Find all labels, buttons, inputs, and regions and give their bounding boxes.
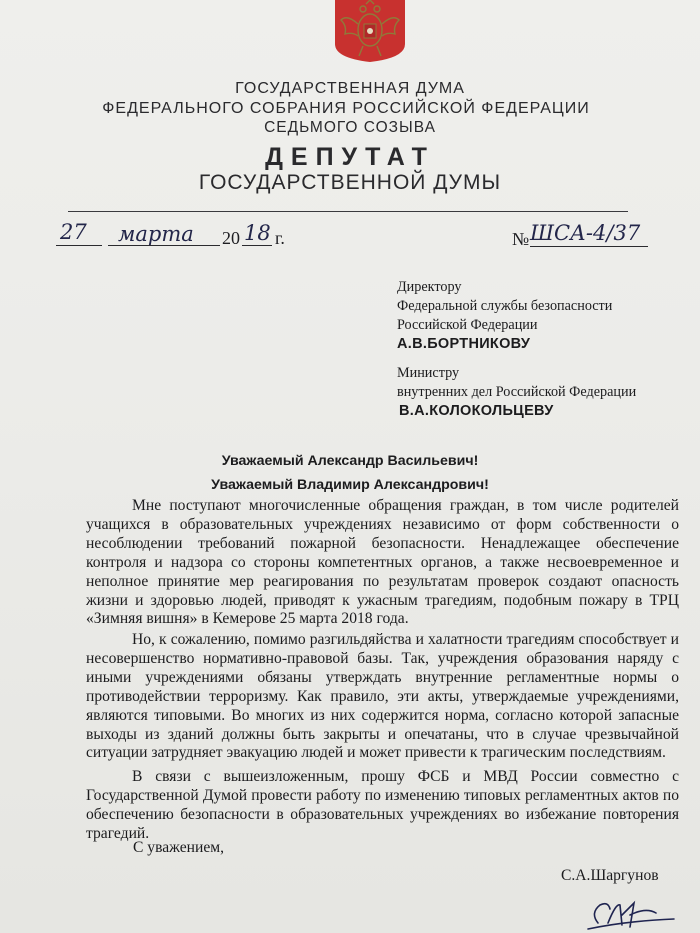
header-line-2: ФЕДЕРАЛЬНОГО СОБРАНИЯ РОССИЙСКОЙ ФЕДЕРАЦИИ <box>102 100 590 117</box>
recipient-fsb <box>397 278 612 354</box>
header-line-3: СЕДЬМОГО СОЗЫВА <box>264 119 436 136</box>
date-year-line <box>242 245 272 246</box>
date-month: марта <box>118 222 194 246</box>
recipient-line: Директору <box>397 279 462 295</box>
date-day: 27 <box>60 220 87 244</box>
recipient-line: внутренних дел Российской Федерации <box>397 384 637 400</box>
recipient-mvd <box>397 364 636 421</box>
header-subtitle: ГОСУДАРСТВЕННОЙ ДУМЫ <box>198 171 502 194</box>
date-year: 18 <box>244 221 271 245</box>
recipient-line: Федеральной службы безопасности <box>397 298 613 314</box>
header-title: ДЕПУТАТ <box>265 143 435 171</box>
closing: С уважением, <box>133 839 225 856</box>
outgoing-number: ШСА-4/37 <box>530 221 641 245</box>
signer-name: С.А.Шаргунов <box>561 867 659 884</box>
paragraph-1: Мне поступают многочисленные обращения граждан, в том числе родителей учащихся в образовательных учреждениях независимо от форм собственности о несоблюдении требований пожарной безопасности. Ненадлежащее обеспечение контроля и надзора со стороны компетентных органов, а также несвоевременное и неполное принятие мер реагирования по результатам проверок создают опасность жизни и здоровью людей, приводят к ужасным трагедиям, подобным пожару в ТРЦ «Зимняя вишня» в Кемерове 25 марта 2018 года. <box>86 497 679 628</box>
header-line-1: ГОСУДАРСТВЕННАЯ ДУМА <box>235 80 465 97</box>
recipient-name: А.В.БОРТНИКОВУ <box>397 336 531 352</box>
coat-of-arms-icon <box>333 0 407 62</box>
recipient-line: Министру <box>397 365 460 381</box>
recipient-name: В.А.КОЛОКОЛЬЦЕВУ <box>399 403 554 419</box>
date-century: 20 <box>222 228 240 248</box>
greeting-1: Уважаемый Александр Васильевич! <box>221 453 479 469</box>
handwritten-signature <box>586 893 676 933</box>
number-sign: № <box>512 229 530 249</box>
paragraph-3: В связи с вышеизложенным, прошу ФСБ и МВД России совместно с Государственной Думой провести работу по изменению типовых регламентных актов по обеспечению безопасности в образовательных учреждениях во избежание повторения трагедий. <box>86 768 679 842</box>
paragraph-2: Но, к сожалению, помимо разгильдяйства и халатности трагедиям способствует и несовершенство нормативно-правовой базы. Так, учреждения образования наряду с иными учреждениями обязаны утверждать внутренние регламентные нормы о противодействии терроризму. Как правило, эти акты, утверждаемые учреждениями, являются типовыми. Во многих из них содержится норма, согласно которой запасные выходы из зданий должны быть закрыты и опечатаны, что в случае чрезвычайной ситуации затрудняет эвакуацию людей и может привести к трагическим последствиям. <box>86 631 679 762</box>
recipient-line: Российской Федерации <box>397 317 538 333</box>
date-suffix: г. <box>275 228 285 248</box>
number-line <box>530 246 648 247</box>
date-month-line <box>108 245 220 246</box>
greeting-2: Уважаемый Владимир Александрович! <box>211 477 489 493</box>
header-divider <box>68 211 628 212</box>
date-day-line <box>56 245 102 246</box>
